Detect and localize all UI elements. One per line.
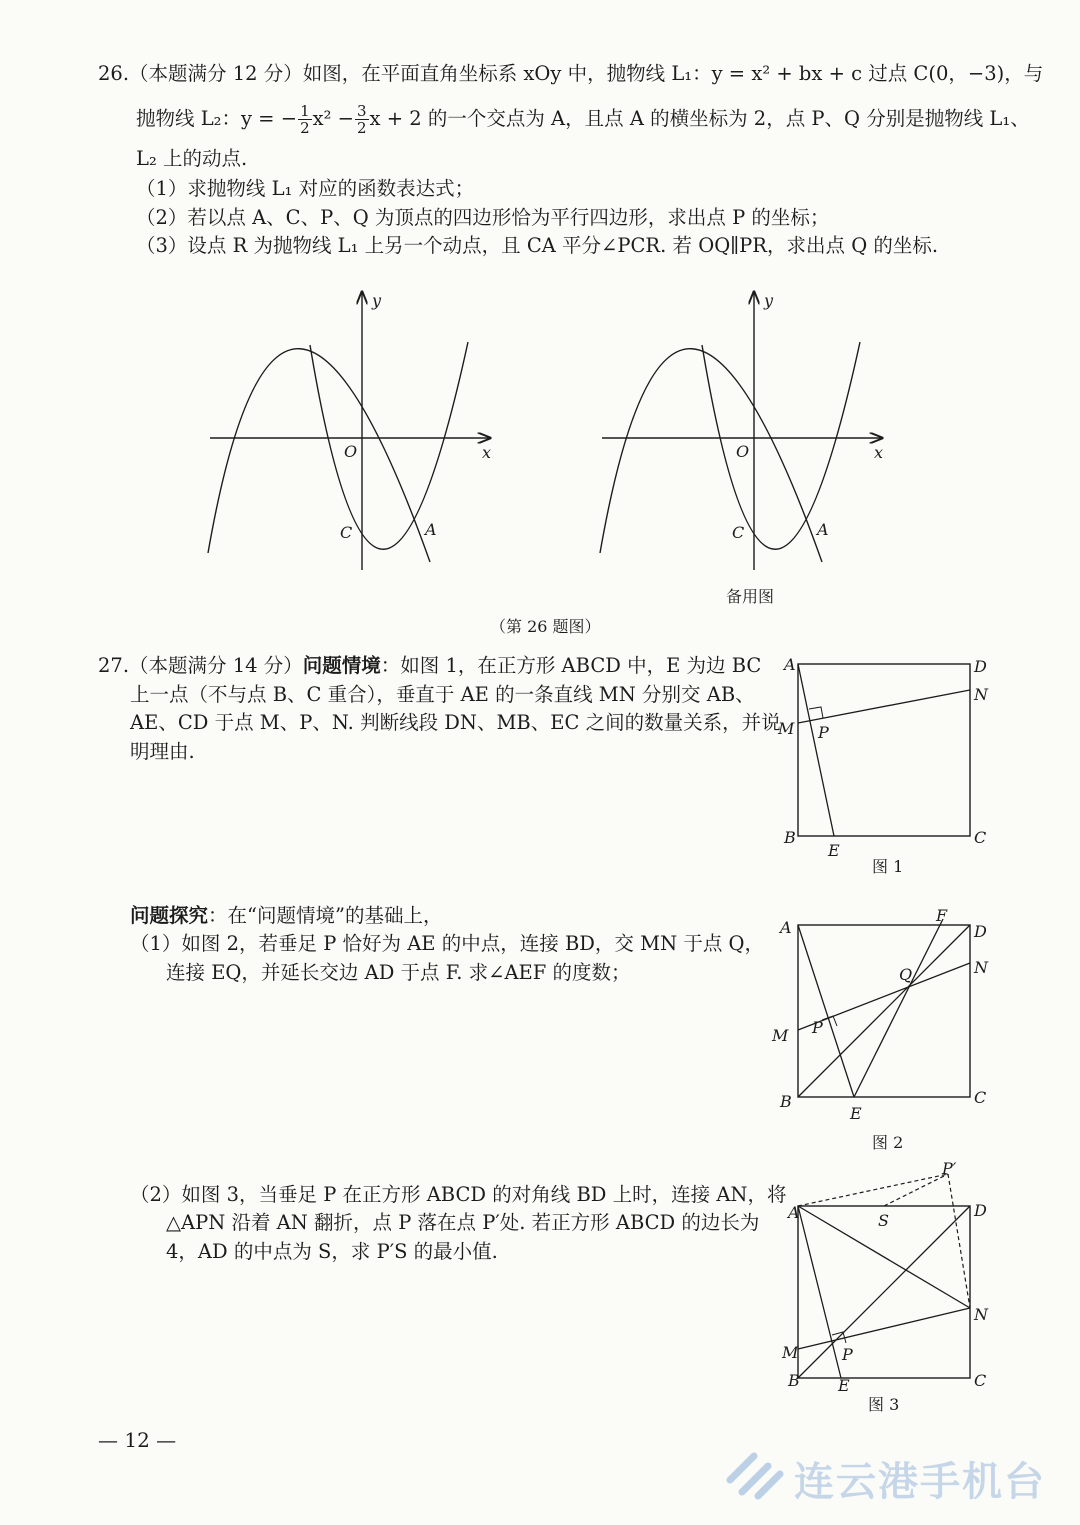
label-d: D: [974, 1201, 987, 1220]
q27-p2-line-2: △APN 沿着 AN 翻折，点 P 落在点 P′处. 若正方形 ABCD 的边长为: [166, 1211, 760, 1234]
label-d: D: [974, 657, 987, 676]
figure-3: [770, 1160, 1000, 1392]
q26-part-1: （1）求抛物线 L₁ 对应的函数表达式；: [136, 177, 475, 200]
q27-head: 27.（本题满分 14 分）: [98, 654, 303, 677]
q27-explore-rest: ：在“问题情境”的基础上，: [208, 904, 443, 927]
right-angle-mark: [809, 707, 823, 718]
segment-s-p-prime: [884, 1174, 948, 1206]
label-b: B: [788, 1371, 800, 1390]
q27-line-4: 明理由.: [130, 740, 195, 763]
q27-explore-bold: 问题探究: [130, 904, 209, 927]
fraction-numerator: 1: [300, 102, 310, 120]
label-m: M: [782, 1343, 799, 1362]
q26-line-1: 26.（本题满分 12 分）如图，在平面直角坐标系 xOy 中，抛物线 L₁：y = x² + bx + c 过点 C(0，−3)，与: [98, 62, 1044, 85]
label-e: E: [850, 1104, 862, 1123]
figure-1-caption: 图 1: [872, 857, 904, 876]
label-c: C: [732, 523, 745, 542]
spare-graph-caption: 备用图: [726, 587, 775, 606]
label-m: M: [778, 719, 795, 738]
label-m: M: [772, 1026, 789, 1045]
label-a: A: [784, 655, 796, 674]
parabola-l1: [702, 342, 860, 549]
label-c: C: [974, 1088, 987, 1107]
label-y: y: [372, 291, 382, 310]
label-c: C: [340, 523, 353, 542]
fraction-one-half: [298, 103, 312, 136]
q27-explore: [130, 902, 442, 930]
q26-line-2-a: 抛物线 L₂：y = −: [136, 107, 298, 130]
label-d: D: [974, 922, 987, 941]
q26-figure-caption: （第 26 题图）: [490, 617, 601, 636]
q27-line-1: [98, 652, 761, 680]
figure-1: [770, 650, 1000, 880]
label-p: P: [842, 1345, 853, 1364]
line-mn: [798, 690, 970, 723]
q26-line-2: [136, 103, 1030, 136]
label-f: F: [936, 906, 948, 925]
label-a: A: [788, 1203, 800, 1222]
label-a: A: [780, 918, 792, 937]
label-p-prime: P′: [942, 1160, 957, 1178]
label-origin: O: [736, 442, 750, 461]
fraction-denominator: 2: [356, 119, 367, 137]
line-mn: [798, 1308, 970, 1349]
segment-ae: [798, 664, 834, 836]
segment-ap-prime: [798, 1174, 948, 1206]
page-number: — 12 —: [98, 1428, 177, 1452]
watermark-logo-icon: [724, 1440, 788, 1504]
figure-2-caption: 图 2: [872, 1133, 904, 1152]
label-e: E: [838, 1376, 850, 1392]
label-origin: O: [344, 442, 358, 461]
watermark-text: 连云港手机台: [794, 1459, 1046, 1505]
q26-part-2: （2）若以点 A、C、P、Q 为顶点的四边形恰为平行四边形，求出点 P 的坐标；: [136, 206, 830, 229]
q26-graph-spare: [592, 280, 902, 580]
fraction-denominator: 2: [300, 119, 310, 137]
square-abcd: [798, 664, 970, 836]
label-q: Q: [899, 965, 913, 984]
segment-p-prime-n: [948, 1174, 970, 1308]
fraction-three-halves: [355, 103, 369, 136]
label-b: B: [780, 1092, 792, 1111]
label-n: N: [974, 1305, 988, 1324]
q26-line-2-b: x² −: [312, 107, 354, 130]
q27-line-2: 上一点（不与点 B、C 重合），垂直于 AE 的一条直线 MN 分别交 AB、: [130, 683, 755, 706]
label-c: C: [974, 1371, 987, 1390]
figure-2: [770, 905, 1000, 1130]
label-a: A: [425, 520, 437, 539]
q27-head-bold: 问题情境: [302, 654, 381, 677]
watermark: [724, 1440, 1064, 1504]
label-x: x: [874, 443, 884, 462]
label-b: B: [784, 828, 796, 847]
q27-line-1-rest: ：如图 1，在正方形 ABCD 中，E 为边 BC: [380, 654, 762, 677]
label-y: y: [764, 291, 774, 310]
q26-graph-main: [200, 280, 510, 580]
label-s: S: [878, 1211, 889, 1230]
q26-line-3: L₂ 上的动点.: [136, 147, 248, 170]
fraction-numerator: 3: [356, 102, 367, 120]
q27-line-3: AE、CD 于点 M、P、N. 判断线段 DN、MB、EC 之间的数量关系，并说: [130, 711, 781, 734]
label-c: C: [974, 828, 987, 847]
q26-line-2-c: x + 2 的一个交点为 A，且点 A 的横坐标为 2，点 P、Q 分别是抛物线 L₁、: [369, 107, 1030, 130]
line-mn: [798, 963, 970, 1030]
q27-p1-line-2: 连接 EQ，并延长交边 AD 于点 F. 求∠AEF 的度数；: [166, 961, 631, 984]
parabola-l2: [208, 349, 430, 562]
label-n: N: [974, 958, 988, 977]
figure-3-caption: 图 3: [868, 1395, 900, 1414]
parabola-l2: [600, 349, 822, 562]
label-p: P: [812, 1018, 823, 1037]
label-x: x: [482, 443, 492, 462]
label-e: E: [828, 841, 840, 860]
q26-part-3: （3）设点 R 为抛物线 L₁ 上另一个动点，且 CA 平分∠PCR. 若 OQ∥PR，求出点 Q 的坐标.: [136, 234, 939, 257]
segment-ae: [798, 1206, 841, 1378]
label-a: A: [817, 520, 829, 539]
diagonal-bd: [798, 925, 970, 1097]
q27-p1-line-1: （1）如图 2，若垂足 P 恰好为 AE 的中点，连接 BD，交 MN 于点 Q，: [130, 932, 765, 955]
line-ef: [854, 919, 943, 1097]
label-n: N: [974, 685, 988, 704]
parabola-l1: [310, 342, 468, 549]
q27-p2-line-3: 4，AD 的中点为 S，求 P′S 的最小值.: [166, 1240, 498, 1263]
q27-p2-line-1: （2）如图 3，当垂足 P 在正方形 ABCD 的对角线 BD 上时，连接 AN，将: [130, 1183, 787, 1206]
label-p: P: [818, 723, 829, 742]
